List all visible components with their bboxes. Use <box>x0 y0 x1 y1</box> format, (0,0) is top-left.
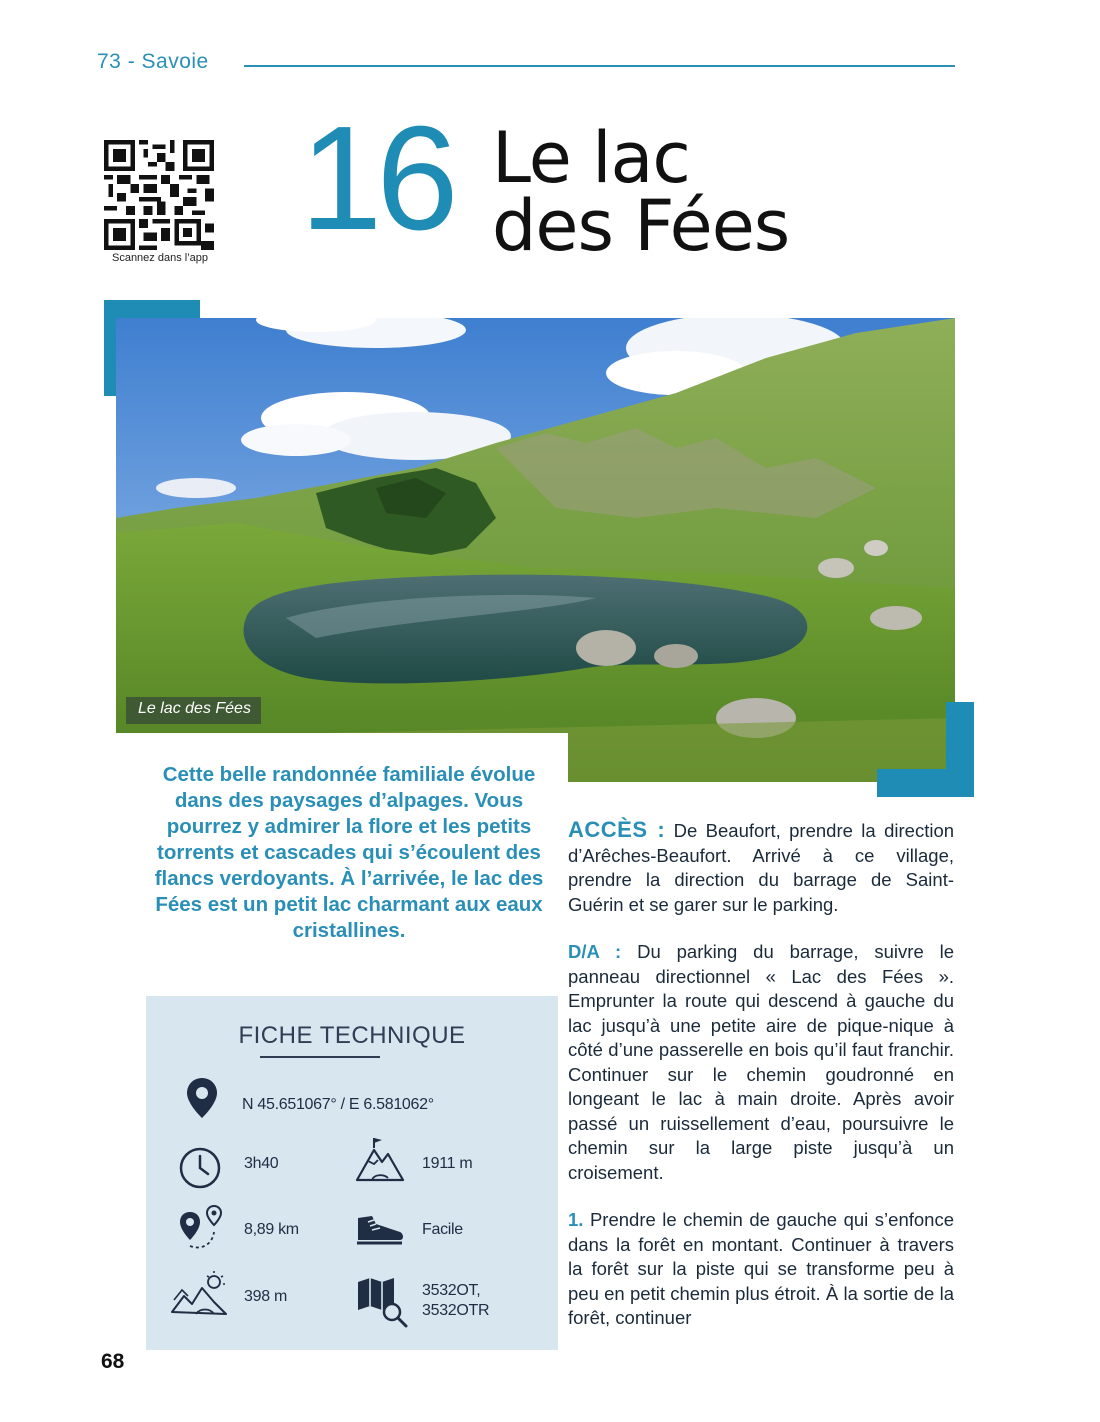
difficulty-value: Facile <box>422 1221 463 1238</box>
da-paragraph <box>568 940 954 1185</box>
department-header: 73 - Savoie <box>97 50 209 73</box>
map-reference-line2: 3532OTR <box>422 1302 490 1319</box>
elevation-gain-value: 398 m <box>244 1288 287 1305</box>
corner-accent-bottom-right-vertical <box>946 702 974 797</box>
route-title-line2: des Fées <box>492 185 790 267</box>
map-reference <box>422 1281 489 1321</box>
intro-text: Cette belle randonnée familiale évolue dans des paysages d’alpages. Vous pourrez y admirer la flore et les petits torrents et cascades qui s’écoulent des flancs verdoyants. À l’arrivée, le lac des Fées est un petit lac charmant aux eaux cristallines. <box>154 763 544 942</box>
fiche-title: FICHE TECHNIQUE <box>238 1022 466 1049</box>
route-description <box>568 818 954 1354</box>
page-number: 68 <box>101 1350 125 1373</box>
qr-caption: Scannez dans l’app <box>111 252 208 264</box>
route-title-line1: Le lac <box>492 117 690 199</box>
location-pin-icon <box>184 1076 220 1125</box>
fiche-technique-box <box>146 996 558 1350</box>
hiking-shoe-icon <box>354 1210 406 1253</box>
acces-label: ACCÈS : <box>568 817 666 842</box>
route-number: 16 <box>300 96 453 261</box>
distance-value: 8,89 km <box>244 1221 299 1238</box>
map-reference-line1: 3532OT, <box>422 1282 481 1299</box>
acces-paragraph <box>568 818 954 917</box>
da-label: D/A : <box>568 941 622 962</box>
fiche-title-rule <box>260 1056 380 1058</box>
route-title <box>492 117 790 267</box>
clock-icon <box>178 1146 222 1195</box>
header-rule <box>244 65 955 67</box>
altitude-value: 1911 m <box>422 1155 473 1172</box>
duration-value: 3h40 <box>244 1155 279 1172</box>
qr-code[interactable] <box>104 140 214 250</box>
acces-text: De Beaufort, prendre la direction d’Arêches-Beaufort. Arrivé à ce village, prendre la direction du barrage de Saint-Guérin et se garer sur le parking. <box>568 820 955 915</box>
coordinates-value: N 45.651067° / E 6.581062° <box>242 1096 434 1113</box>
step-1-text: Prendre le chemin de gauche qui s’enfonce dans la forêt en montant. Continuer à travers la forêt sur la piste qui se transforme peu à peu en petit chemin plus étroit. À la sortie de la forêt, continuer <box>568 1209 954 1328</box>
step-1-label: 1. <box>568 1209 584 1230</box>
photo-caption: Le lac des Fées <box>126 697 261 724</box>
map-search-icon <box>356 1276 408 1333</box>
elevation-gain-icon <box>170 1270 230 1325</box>
summit-flag-icon <box>354 1134 406 1191</box>
da-text: Du parking du barrage, suivre le panneau directionnel « Lac des Fées ». Emprunter la route qui descend à gauche du lac jusqu’à une petite aire de pique-nique à côté d’une passerelle en bois qu’il faut franchir. Continuer sur le chemin goudronné en longeant le lac à main droite. Après avoir passé un ruissellement d’eau, poursuivre le chemin sur la large piste jusqu’à un croisement. <box>568 941 954 1183</box>
waypoints-icon <box>176 1204 226 1259</box>
step-1-paragraph <box>568 1208 954 1331</box>
